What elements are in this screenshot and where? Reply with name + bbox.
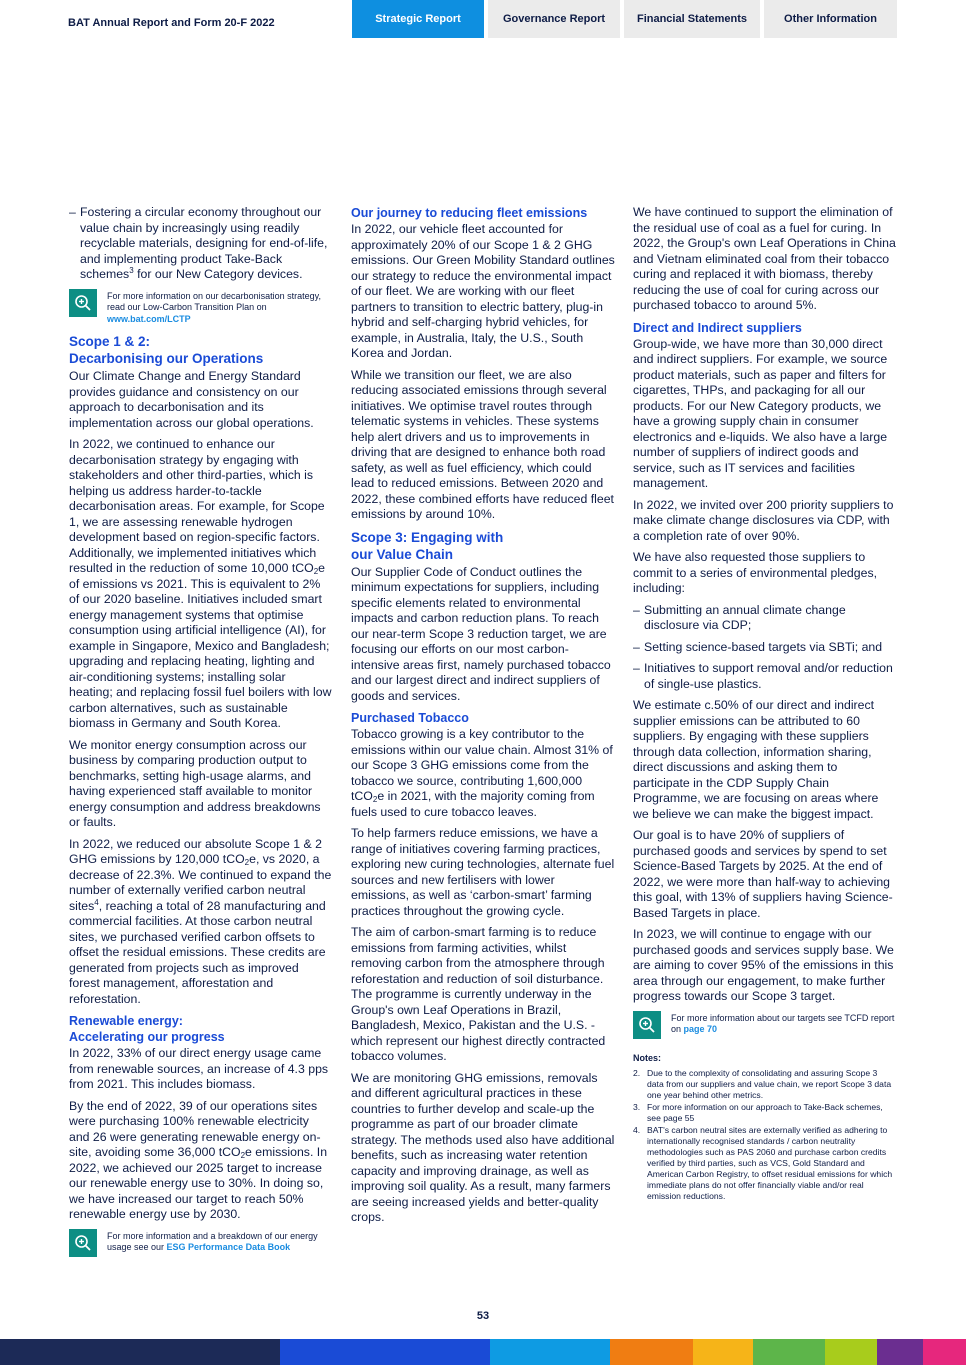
paragraph: Our goal is to have 20% of suppliers of purchased goods and services by spend to set Science-Based Targets by 2025. At the end of 2022, we were more than half-way to achieving this goal, with 13% of suppliers having Science-Based Targets in place. <box>633 828 893 920</box>
list-item: – Initiatives to support removal and/or reduction of single-use plastics. <box>633 661 893 691</box>
column-3 <box>633 205 896 1203</box>
zoom-plus-icon[interactable] <box>69 289 97 317</box>
tab-governance-report[interactable]: Governance Report <box>488 0 620 38</box>
heading-scope-1-2: Scope 1 & 2: Decarbonising our Operations <box>69 334 264 366</box>
report-title: BAT Annual Report and Form 20-F 2022 <box>68 17 275 29</box>
paragraph: Our Climate Change and Energy Standard provides guidance and consistency on our approach to decarbonisation and its implementation across our global operations. <box>69 369 314 430</box>
notes-heading: Notes: <box>633 1052 662 1063</box>
footer-segment <box>0 1339 140 1365</box>
heading-scope-3: Scope 3: Engaging with our Value Chain <box>351 529 504 562</box>
heading-fleet-emissions: Our journey to reducing fleet emissions <box>351 206 588 220</box>
lctp-link[interactable]: www.bat.com/LCTP <box>107 313 191 324</box>
column-2 <box>351 205 616 1232</box>
footer-segment <box>923 1339 966 1365</box>
heading-purchased-tobacco: Purchased Tobacco <box>351 711 469 725</box>
zoom-plus-icon[interactable] <box>633 1011 661 1039</box>
paragraph: In 2022, we continued to enhance our decarbonisation strategy by engaging with stakeholders and other third-parties, which is helping us address harder-to-tackle decarbonisation areas. For example, for Scope 1, we are assessing renewable hydrogen development based on region-specific factors. Additionally, we implemented initiatives which resulted in the reduction of some 10,000 tCO$_2$e of emissions vs 2021. This is equivalent to 2% of our 2020 baseline. Initiatives included smart energy management systems that optimise consumption using artificial intelligence (AI), for example in Singapore, Mexico and Bangladesh; upgrading and replacing heating, lighting and air-conditioning systems; installing solar heating; and replacing fossil fuel boilers with low carbon alternatives, such as sustainable biomass in Germany and South Korea. <box>69 437 332 730</box>
footer-segment <box>610 1339 693 1365</box>
paragraph: To help farmers reduce emissions, we have a range of initiatives covering farming practices, exploring new curing technologies, alternate fuel sources and new fertilisers with lower emissions, as well as ‘carbon-smart’ farming practices throughout the growing cycle. <box>351 826 615 918</box>
heading-suppliers: Direct and Indirect suppliers <box>633 320 802 335</box>
paragraph: In 2022, we reduced our absolute Scope 1 & 2 GHG emissions by 120,000 tCO$_2$e, vs 2020, a decrease of 22.3%. We continued to expand the number of externally verified carbon neutral sites$^4$, reaching a total of 28 manufacturing and commercial facilities. At those carbon neutral sites, we purchased verified carbon offsets to offset the residual emissions. These credits are generated from projects such as improved forest management, afforestation and reforestation. <box>69 836 332 1006</box>
paragraph: We estimate c.50% of our direct and indirect supplier emissions can be attributed to 60 suppliers. By engaging with these suppliers through data collection, information sharing, direct discussions and asking them to participate in the CDP Supply Chain Programme, we are focusing on areas where we believe we can make the biggest impact. <box>633 698 879 821</box>
paragraph: We have continued to support the elimination of the residual use of coal as a fuel for curing. In 2022, the Group's own Leaf Operations in China and Vietnam eliminated coal from their tobacco curing and replaced it with biomass, thereby reducing the use of coal for curing across our purchased tobacco to around 5%. <box>633 205 896 312</box>
page-70-link[interactable]: page 70 <box>683 1024 718 1034</box>
footer-segment <box>825 1339 877 1365</box>
paragraph: The aim of carbon-smart farming is to reduce emissions from farming activities, whilst removing carbon from the atmosphere through reforestation and reduction of soil disturbance. The programme is currently underway in the Group's own Leaf Operations in Brazil, Bangladesh, Mexico, Pakistan and the U.S. - which represent our highest directly contracted tobacco volumes. <box>351 925 606 1063</box>
footer-segment <box>280 1339 490 1365</box>
paragraph: We monitor energy consumption across our business by comparing production output to benchmarks, setting high-usage alarms, and having experienced staff available to monitor energy consumption and address breakdowns or faults. <box>69 737 321 829</box>
info-box-lctp: For more information on our decarbonisation strategy, read our Low-Carbon Transition Plan on www.bat.com/LCTP <box>69 289 332 326</box>
heading-renewable-energy: Renewable energy: Accelerating our progress <box>69 1014 225 1044</box>
esg-data-book-link[interactable]: ESG Performance Data Book <box>166 1242 291 1252</box>
footer-segment <box>877 1339 923 1365</box>
footer-segment <box>753 1339 825 1365</box>
info-box-esg-data: For more information and a breakdown of our energy usage see our ESG Performance Data Book <box>69 1229 332 1257</box>
paragraph: Group-wide, we have more than 30,000 direct and indirect suppliers. For example, we source product materials, such as paper and filters for cigarettes, THPs, and packaging for all our products. For our New Category products, we have a growing supply chain in consumer electronics and e-liquids. We also have a large number of suppliers of indirect goods and service, such as IT services and facilities management. <box>633 336 888 490</box>
note-item: 3. For more information on our approach to Take-Back schemes, see page 55 <box>633 1102 883 1123</box>
list-item: – Setting science-based targets via SBTi; and <box>633 639 883 654</box>
footer-segment <box>693 1339 753 1365</box>
page-number: 53 <box>476 1310 490 1322</box>
tab-financial-statements[interactable]: Financial Statements <box>624 0 760 38</box>
footer-segment <box>140 1339 280 1365</box>
paragraph: While we transition our fleet, we are also reducing associated emissions through several initiatives. We optimise travel routes through telematic systems in vehicles. These systems help alert drivers and us to improvements in driving that are designed to enhance both road safety, as well as fuel efficiency, which could lead to reduced emissions. Between 2020 and 2022, these combined efforts have reduced fleet emissions by around 10%. <box>351 367 614 521</box>
column-1 <box>69 205 332 1265</box>
paragraph: In 2022, 33% of our direct energy usage came from renewable sources, an increase of 4.3 pps from 2021. This includes biomass. <box>69 1046 329 1091</box>
paragraph: Our Supplier Code of Conduct outlines the minimum expectations for suppliers, including specific elements related to environmental impacts and carbon reduction plans. To reach our near-term Scope 3 reduction target, we are focusing our efforts on our most carbon-intensive areas first, namely purchased tobacco and our largest direct and indirect suppliers of goods and services. <box>351 564 611 703</box>
paragraph: By the end of 2022, 39 of our operations sites were purchasing 100% renewable electricity and 26 were generating renewable energy on-site, avoiding some 36,000 tCO$_2$e emissions. In 2022, we achieved our 2025 target to increase our renewable energy use to 30%. In doing so, we have increased our target to reach 50% renewable energy use by 2030. <box>69 1098 328 1221</box>
zoom-plus-icon[interactable] <box>69 1229 97 1257</box>
paragraph: We are monitoring GHG emissions, removals and different agricultural practices in these countries to further develop and scale-up the programme as part of our broader climate strategy. The methods used also have additional benefits, such as increasing water retention capacity and improving drainage, as well as improving soil quality. As a result, many farmers are seeing increased yields and better-quality crops. <box>351 1070 615 1224</box>
info-box-targets: For more information about our targets see TCFD report on page 70 <box>633 1011 896 1039</box>
tab-strategic-report[interactable]: Strategic Report <box>352 0 484 38</box>
note-item: 2. Due to the complexity of consolidating and assuring Scope 3 data from our suppliers and value chain, we report Scope 3 data one year behind other metrics. <box>633 1068 892 1100</box>
paragraph: In 2022, we invited over 200 priority suppliers to make climate change disclosures via CDP, with a completion rate of over 90%. <box>633 497 894 543</box>
paragraph: In 2023, we will continue to engage with our purchased goods and services supply base. We are aiming to cover 95% of the emissions in this area through our engagement, to make further progress towards our Scope 3 target. <box>633 927 894 1003</box>
paragraph: In 2022, our vehicle fleet accounted for approximately 20% of our Scope 1 & 2 GHG emissions. Our Green Mobility Standard outlines our strategy to reduce the environmental impact of our fleet. We are working with our fleet partners to transition to electric battery, plug-in hybrid and self-charging hybrid vehicles, for example, in Australia, Italy, the U.S., South Korea and Jordan. <box>351 222 615 360</box>
paragraph: Tobacco growing is a key contributor to the emissions within our value chain. Almost 31% of our Scope 3 GHG emissions come from the tobacco we source, contributing 1,600,000 tCO$_2$e in 2021, with the majority coming from fuels used to cure tobacco leaves. <box>351 727 613 819</box>
tab-other-information[interactable]: Other Information <box>764 0 897 38</box>
paragraph: We have also requested those suppliers to commit to a series of environmental pledges, including: <box>633 550 878 595</box>
list-item: – Submitting an annual climate change disclosure via CDP; <box>633 602 846 632</box>
note-item: 4. BAT's carbon neutral sites are externally verified as adhering to internationally recognised standards / carbon neutrality methodologies such as PAS 2060 and purchase carbon credits verified by third parties, such as VCS, Gold Standard and American Carbon Registry, to offset residual emissions for which immediate plans do not offer financially viable and/or real emission reductions. <box>633 1125 893 1201</box>
circular-economy-bullet: – Fostering a circular economy throughout our value chain by increasingly using readily recyclable materials, designing for end-of-life, and implementing product Take-Back schemes$^3$ for our New Category devices. <box>69 205 328 281</box>
footer-color-bar <box>0 1339 966 1365</box>
footer-segment <box>490 1339 610 1365</box>
